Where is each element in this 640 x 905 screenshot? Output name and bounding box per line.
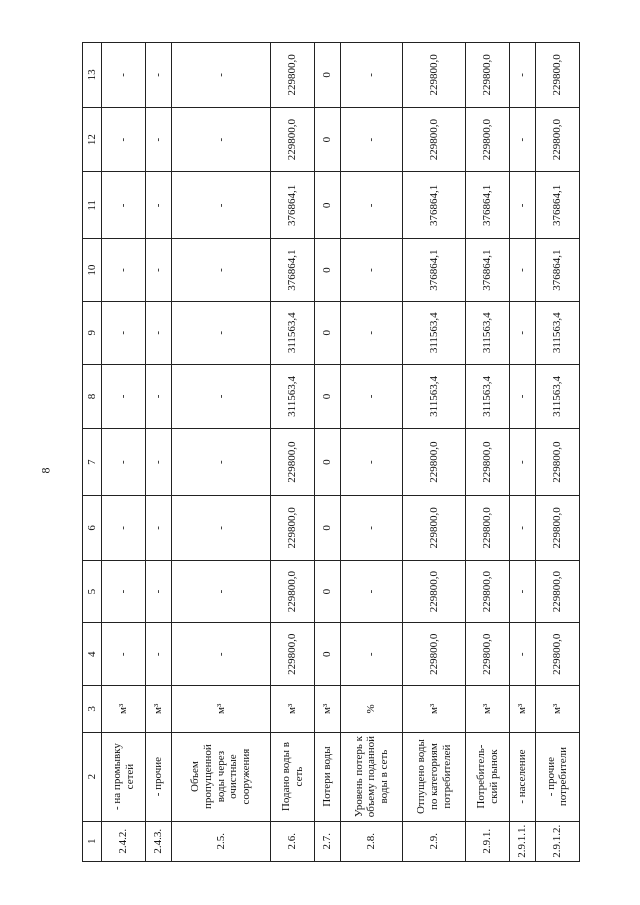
column-header-8: 8 [83,364,102,429]
row-value-col-5: - [102,560,146,623]
row-unit: м³ [102,686,146,733]
row-value-col-10: - [146,239,172,302]
row-value-col-11: 376864,1 [466,172,510,239]
row-number: 2.9.1.2. [535,821,579,861]
table-row [340,43,403,862]
row-indicator-name: Отпущено воды по категориям потребителей [403,732,466,821]
data-table [82,42,580,862]
row-value-col-4: - [146,623,172,686]
row-value-col-13: - [171,43,270,108]
row-value-col-6: 229800,0 [403,496,466,561]
row-value-col-6: 229800,0 [535,496,579,561]
row-unit: % [340,686,403,733]
row-indicator-name: Подано воды в сеть [271,732,315,821]
row-number: 2.5. [171,821,270,861]
row-value-col-5: - [340,560,403,623]
row-number: 2.9.1. [466,821,510,861]
row-value-col-8: - [146,364,172,429]
row-indicator-name: - прочие потребители [535,732,579,821]
table-row [535,43,579,862]
row-value-col-4: 229800,0 [535,623,579,686]
table-row [146,43,172,862]
row-value-col-10: 376864,1 [535,239,579,302]
row-value-col-13: - [510,43,536,108]
column-header-2: 2 [83,732,102,821]
row-value-col-12: - [340,107,403,172]
column-header-1: 1 [83,821,102,861]
row-value-col-12: - [171,107,270,172]
row-indicator-name: Потери воды [315,732,341,821]
row-value-col-4: - [510,623,536,686]
row-value-col-4: 229800,0 [271,623,315,686]
row-value-col-9: - [102,301,146,364]
row-unit: м³ [466,686,510,733]
row-value-col-8: 311563,4 [271,364,315,429]
row-value-col-5: - [146,560,172,623]
row-indicator-name: Объем пропущенной воды через очистные сооружения [171,732,270,821]
row-value-col-5: 229800,0 [535,560,579,623]
row-unit: м³ [510,686,536,733]
column-header-5: 5 [83,560,102,623]
row-value-col-4: - [102,623,146,686]
column-header-11: 11 [83,172,102,239]
row-indicator-name: - население [510,732,536,821]
row-value-col-10: - [102,239,146,302]
table-row [403,43,466,862]
row-value-col-13: - [340,43,403,108]
row-value-col-9: - [146,301,172,364]
row-value-col-7: 0 [315,429,341,496]
row-value-col-10: - [510,239,536,302]
row-value-col-5: 229800,0 [466,560,510,623]
row-indicator-name: Уровень потерь к объему поданной воды в сеть [340,732,403,821]
row-value-col-11: - [171,172,270,239]
table-row [315,43,341,862]
row-value-col-8: - [510,364,536,429]
row-value-col-6: - [102,496,146,561]
row-value-col-12: - [146,107,172,172]
row-value-col-8: 311563,4 [535,364,579,429]
row-value-col-6: 229800,0 [271,496,315,561]
row-value-col-7: 229800,0 [271,429,315,496]
row-value-col-11: - [146,172,172,239]
row-number: 2.9.1.1. [510,821,536,861]
rotated-table-wrapper [82,42,580,862]
row-value-col-8: - [171,364,270,429]
column-header-6: 6 [83,496,102,561]
row-value-col-7: - [510,429,536,496]
row-value-col-7: - [340,429,403,496]
row-value-col-12: - [102,107,146,172]
row-value-col-4: 0 [315,623,341,686]
row-number: 2.8. [340,821,403,861]
row-value-col-8: - [340,364,403,429]
row-value-col-7: 229800,0 [535,429,579,496]
row-value-col-5: - [171,560,270,623]
row-value-col-11: 376864,1 [403,172,466,239]
row-value-col-13: 229800,0 [271,43,315,108]
row-value-col-13: 0 [315,43,341,108]
table-row [466,43,510,862]
row-value-col-5: 229800,0 [403,560,466,623]
row-value-col-13: 229800,0 [466,43,510,108]
row-value-col-12: 229800,0 [403,107,466,172]
row-value-col-7: 229800,0 [466,429,510,496]
column-header-3: 3 [83,686,102,733]
table-row [102,43,146,862]
row-value-col-13: - [102,43,146,108]
row-value-col-10: 376864,1 [466,239,510,302]
row-number: 2.4.2. [102,821,146,861]
row-value-col-10: 376864,1 [271,239,315,302]
row-value-col-10: - [171,239,270,302]
row-value-col-6: 229800,0 [466,496,510,561]
row-value-col-9: - [340,301,403,364]
row-value-col-11: - [510,172,536,239]
row-value-col-12: 0 [315,107,341,172]
row-value-col-12: - [510,107,536,172]
row-unit: м³ [315,686,341,733]
column-header-9: 9 [83,301,102,364]
row-indicator-name: Потребитель-ский рынок [466,732,510,821]
row-value-col-9: 0 [315,301,341,364]
row-value-col-11: 0 [315,172,341,239]
row-unit: м³ [535,686,579,733]
row-value-col-10: - [340,239,403,302]
row-value-col-7: - [171,429,270,496]
row-unit: м³ [403,686,466,733]
table-row [510,43,536,862]
column-header-10: 10 [83,239,102,302]
row-value-col-6: 0 [315,496,341,561]
row-value-col-8: 311563,4 [466,364,510,429]
header-row [83,43,102,862]
row-unit: м³ [171,686,270,733]
row-value-col-4: - [171,623,270,686]
row-value-col-11: - [102,172,146,239]
row-number: 2.7. [315,821,341,861]
column-header-12: 12 [83,107,102,172]
row-value-col-8: 311563,4 [403,364,466,429]
row-value-col-6: - [146,496,172,561]
row-value-col-9: 311563,4 [466,301,510,364]
row-value-col-9: - [510,301,536,364]
row-number: 2.9. [403,821,466,861]
row-value-col-10: 376864,1 [403,239,466,302]
row-value-col-12: 229800,0 [466,107,510,172]
row-value-col-9: 311563,4 [403,301,466,364]
row-value-col-6: - [510,496,536,561]
row-value-col-5: - [510,560,536,623]
row-value-col-7: - [102,429,146,496]
table-row [171,43,270,862]
row-value-col-11: - [340,172,403,239]
row-indicator-name: - на промывку сетей [102,732,146,821]
table-header [83,43,102,862]
row-value-col-8: - [102,364,146,429]
row-value-col-9: - [171,301,270,364]
row-value-col-13: 229800,0 [403,43,466,108]
table-body [102,43,580,862]
row-unit: м³ [146,686,172,733]
row-value-col-6: - [340,496,403,561]
row-value-col-5: 229800,0 [271,560,315,623]
row-value-col-12: 229800,0 [535,107,579,172]
row-value-col-4: 229800,0 [466,623,510,686]
row-value-col-13: - [146,43,172,108]
row-value-col-11: 376864,1 [271,172,315,239]
row-value-col-13: 229800,0 [535,43,579,108]
page-number: 8 [38,467,53,474]
row-value-col-12: 229800,0 [271,107,315,172]
row-value-col-4: 229800,0 [403,623,466,686]
row-indicator-name: - прочие [146,732,172,821]
row-value-col-4: - [340,623,403,686]
row-value-col-8: 0 [315,364,341,429]
row-value-col-7: - [146,429,172,496]
table-row [271,43,315,862]
row-number: 2.4.3. [146,821,172,861]
row-value-col-9: 311563,4 [535,301,579,364]
row-value-col-5: 0 [315,560,341,623]
row-value-col-7: 229800,0 [403,429,466,496]
column-header-13: 13 [83,43,102,108]
row-unit: м³ [271,686,315,733]
row-value-col-9: 311563,4 [271,301,315,364]
row-value-col-6: - [171,496,270,561]
row-value-col-11: 376864,1 [535,172,579,239]
column-header-7: 7 [83,429,102,496]
row-number: 2.6. [271,821,315,861]
row-value-col-10: 0 [315,239,341,302]
column-header-4: 4 [83,623,102,686]
